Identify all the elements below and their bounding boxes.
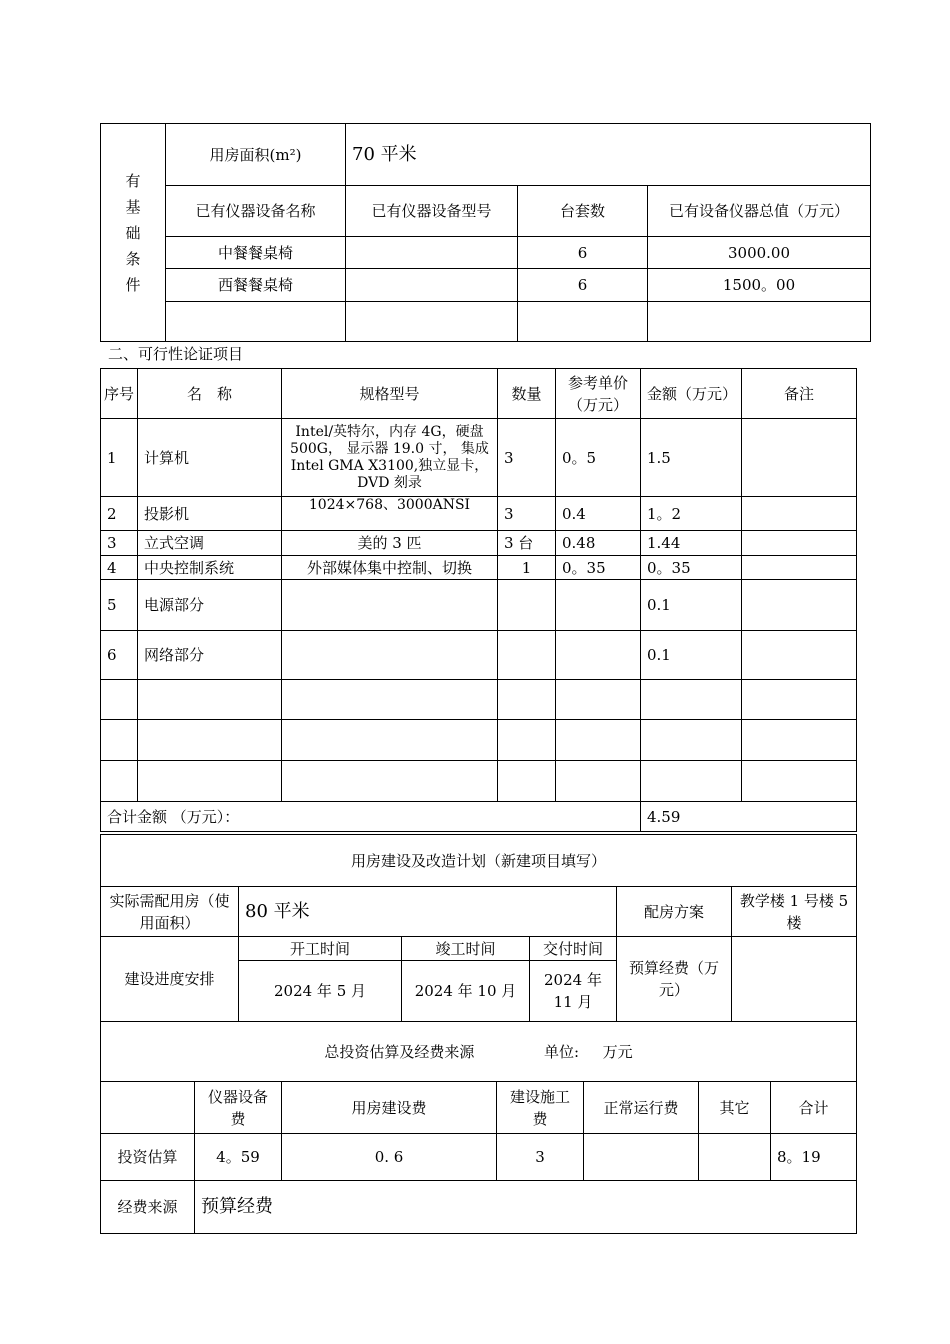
col-other: 其它 xyxy=(699,1082,771,1134)
table-row xyxy=(101,680,857,720)
item-amount: 0.1 xyxy=(641,631,742,680)
side-label-char: 础 xyxy=(125,223,141,242)
item-spec xyxy=(282,720,498,761)
estimate-construction: 3 xyxy=(497,1134,584,1181)
budget-label: 预算经费（万元） xyxy=(617,937,732,1022)
header-spec: 规格型号 xyxy=(282,369,498,419)
item-seq: 1 xyxy=(101,419,138,497)
actual-room-value: 80 平米 xyxy=(239,887,617,937)
item-spec: 美的 3 匹 xyxy=(282,531,498,556)
table-row xyxy=(101,531,857,556)
item-amount: 0。35 xyxy=(641,556,742,580)
investment-title-row xyxy=(101,1022,857,1082)
item-unit-price: 0.4 xyxy=(556,497,641,531)
plan-title: 用房建设及改造计划（新建项目填写） xyxy=(101,835,857,887)
item-name: 网络部分 xyxy=(138,631,282,680)
item-seq: 5 xyxy=(101,580,138,631)
item-amount xyxy=(641,761,742,802)
item-name: 投影机 xyxy=(138,497,282,531)
item-spec: Intel/英特尔，内存 4G，硬盘 500G， 显示器 19.0 寸， 集成 Intel GMA X3100,独立显卡，DVD 刻录 xyxy=(282,419,498,497)
header-note: 备注 xyxy=(742,369,857,419)
room-scheme-label: 配房方案 xyxy=(617,887,732,937)
item-unit-price: 0。5 xyxy=(556,419,641,497)
item-qty xyxy=(498,680,556,720)
header-equipment-name: 已有仪器设备名称 xyxy=(166,186,346,237)
item-note xyxy=(742,497,857,531)
estimate-room: 0. 6 xyxy=(282,1134,497,1181)
table-row xyxy=(101,419,857,497)
schedule-label: 建设进度安排 xyxy=(101,937,239,1022)
header-set-count: 台套数 xyxy=(518,186,648,237)
item-qty xyxy=(498,631,556,680)
funding-source-value: 预算经费 xyxy=(195,1181,857,1234)
item-amount: 0.1 xyxy=(641,580,742,631)
table-row xyxy=(101,761,857,802)
estimate-operation xyxy=(584,1134,699,1181)
table-row xyxy=(101,269,871,302)
estimate-label: 投资估算 xyxy=(101,1134,195,1181)
item-qty xyxy=(498,580,556,631)
item-spec xyxy=(282,761,498,802)
item-spec xyxy=(282,580,498,631)
item-amount: 1.44 xyxy=(641,531,742,556)
item-unit-price xyxy=(556,580,641,631)
item-qty xyxy=(498,720,556,761)
funding-source-label: 经费来源 xyxy=(101,1181,195,1234)
item-note xyxy=(742,680,857,720)
item-unit-price: 0.48 xyxy=(556,531,641,556)
item-qty: 3 台 xyxy=(498,531,556,556)
existing-conditions-label xyxy=(101,124,166,342)
side-label-char: 基 xyxy=(125,197,141,216)
finish-time-value: 2024 年 10 月 xyxy=(402,961,530,1022)
table-row xyxy=(101,497,857,531)
item-note xyxy=(742,556,857,580)
equipment-model xyxy=(346,302,518,342)
header-unit-price: 参考单价（万元） xyxy=(556,369,641,419)
room-area-label: 用房面积(m²) xyxy=(166,124,346,186)
item-note xyxy=(742,761,857,802)
item-seq: 4 xyxy=(101,556,138,580)
actual-room-label: 实际需配用房（使用面积） xyxy=(101,887,239,937)
start-time-label: 开工时间 xyxy=(239,937,402,961)
item-qty: 3 xyxy=(498,419,556,497)
equipment-value: 3000.00 xyxy=(648,237,871,269)
item-seq xyxy=(101,680,138,720)
equipment-name xyxy=(166,302,346,342)
item-name: 计算机 xyxy=(138,419,282,497)
table-row xyxy=(101,631,857,680)
item-unit-price xyxy=(556,631,641,680)
equipment-name: 西餐餐桌椅 xyxy=(166,269,346,302)
equipment-model xyxy=(346,237,518,269)
equipment-model xyxy=(346,269,518,302)
start-time-value: 2024 年 5 月 xyxy=(239,961,402,1022)
item-unit-price xyxy=(556,761,641,802)
item-name: 中央控制系统 xyxy=(138,556,282,580)
table-row xyxy=(101,720,857,761)
header-total-value: 已有设备仪器总值（万元） xyxy=(648,186,871,237)
equipment-name: 中餐餐桌椅 xyxy=(166,237,346,269)
item-name xyxy=(138,761,282,802)
table-row xyxy=(101,556,857,580)
item-name xyxy=(138,720,282,761)
side-label-char: 条 xyxy=(125,249,141,268)
room-plan-table xyxy=(100,834,857,1082)
item-spec xyxy=(282,631,498,680)
item-qty xyxy=(498,761,556,802)
item-seq: 3 xyxy=(101,531,138,556)
investment-table xyxy=(100,1081,857,1234)
total-label: 合计金额 （万元）： xyxy=(101,802,641,832)
item-spec xyxy=(282,680,498,720)
col-operation-fee: 正常运行费 xyxy=(584,1082,699,1134)
item-qty: 3 xyxy=(498,497,556,531)
item-seq xyxy=(101,761,138,802)
item-amount: 1.5 xyxy=(641,419,742,497)
estimate-total: 8。19 xyxy=(771,1134,857,1181)
estimate-other xyxy=(699,1134,771,1181)
item-unit-price: 0。35 xyxy=(556,556,641,580)
equipment-value: 1500。00 xyxy=(648,269,871,302)
item-seq: 6 xyxy=(101,631,138,680)
equipment-qty xyxy=(518,302,648,342)
existing-conditions-table xyxy=(100,123,871,342)
finish-time-label: 竣工时间 xyxy=(402,937,530,961)
table-row xyxy=(101,1134,857,1181)
estimate-equipment: 4。59 xyxy=(195,1134,282,1181)
item-note xyxy=(742,631,857,680)
room-scheme-value: 教学楼 1 号楼 5 楼 xyxy=(732,887,857,937)
col-room-construction-fee: 用房建设费 xyxy=(282,1082,497,1134)
header-seq: 序号 xyxy=(101,369,138,419)
equipment-qty: 6 xyxy=(518,269,648,302)
table-row xyxy=(101,302,871,342)
col-equipment-fee: 仪器设备费 xyxy=(195,1082,282,1134)
header-qty: 数量 xyxy=(498,369,556,419)
unit-value: 万元 xyxy=(602,1042,633,1061)
table-row xyxy=(101,237,871,269)
room-area-value: 70 平米 xyxy=(346,124,871,186)
item-seq: 2 xyxy=(101,497,138,531)
item-amount: 1。2 xyxy=(641,497,742,531)
item-unit-price xyxy=(556,680,641,720)
header-amount: 金额（万元） xyxy=(641,369,742,419)
item-note xyxy=(742,531,857,556)
item-qty: 1 xyxy=(498,556,556,580)
delivery-time-label: 交付时间 xyxy=(530,937,617,961)
item-name xyxy=(138,680,282,720)
investment-title: 总投资估算及经费来源 xyxy=(324,1042,475,1061)
item-note xyxy=(742,720,857,761)
header-equipment-model: 已有仪器设备型号 xyxy=(346,186,518,237)
equipment-qty: 6 xyxy=(518,237,648,269)
section-title: 二、可行性论证项目 xyxy=(108,345,244,363)
investment-corner xyxy=(101,1082,195,1134)
header-name: 名 称 xyxy=(138,369,282,419)
equipment-value xyxy=(648,302,871,342)
unit-label: 单位: xyxy=(543,1042,580,1061)
item-note xyxy=(742,419,857,497)
item-unit-price xyxy=(556,720,641,761)
col-construction-fee: 建设施工费 xyxy=(497,1082,584,1134)
item-amount xyxy=(641,680,742,720)
item-seq xyxy=(101,720,138,761)
side-label-char: 件 xyxy=(125,275,141,294)
feasibility-items-table xyxy=(100,368,857,832)
item-name: 立式空调 xyxy=(138,531,282,556)
table-row xyxy=(101,580,857,631)
side-label-char: 有 xyxy=(125,171,141,190)
col-total: 合计 xyxy=(771,1082,857,1134)
total-value: 4.59 xyxy=(641,802,857,832)
item-spec: 外部媒体集中控制、切换 xyxy=(282,556,498,580)
budget-value xyxy=(732,937,857,1022)
item-spec: 1024×768、3000ANSI xyxy=(282,497,498,531)
item-note xyxy=(742,580,857,631)
delivery-time-value: 2024 年 11 月 xyxy=(530,961,617,1022)
item-name: 电源部分 xyxy=(138,580,282,631)
item-amount xyxy=(641,720,742,761)
